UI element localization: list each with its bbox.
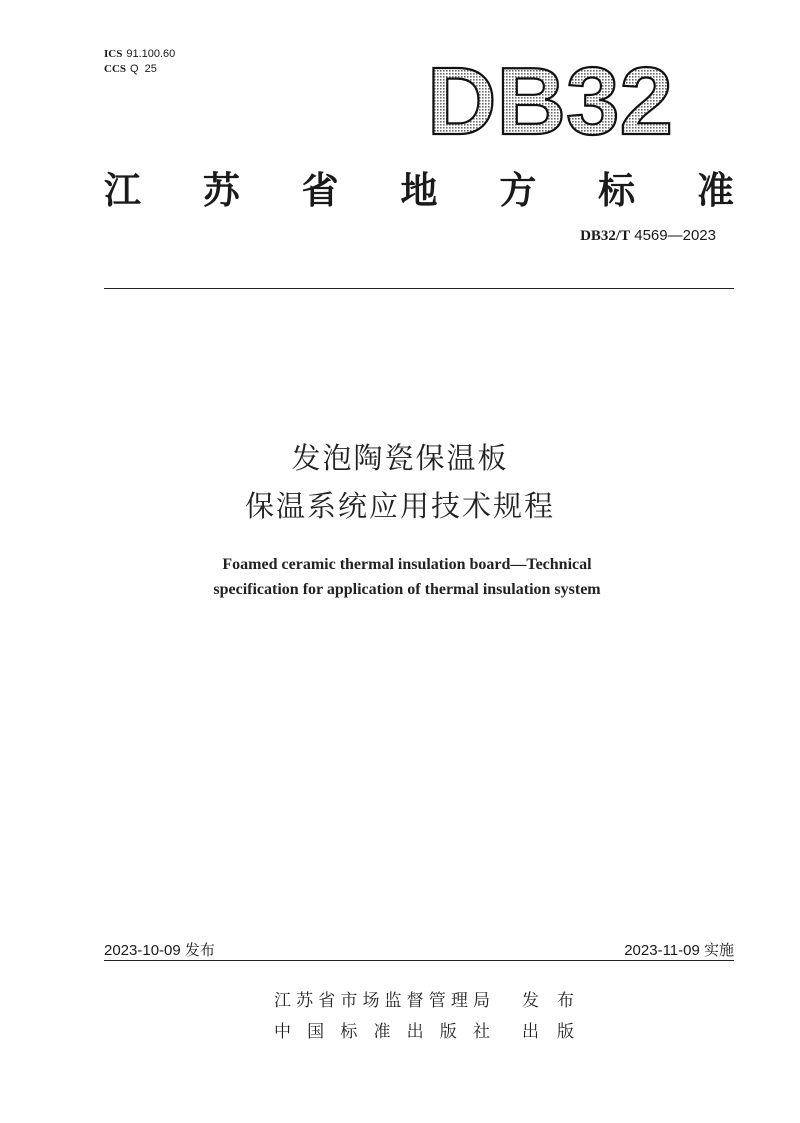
publisher-action [522,1017,574,1042]
ics-label: ICS [104,48,123,60]
title-en-line1: Foamed ceramic thermal insulation board—Technical [222,556,592,573]
title-zh-line2: 保温系统应用技术规程 [244,489,555,523]
publisher-org-char: 省 [318,991,336,1011]
publisher-org-char: 中 [274,1022,291,1042]
standard-type-char: 方 [499,168,537,212]
publisher-action [522,986,574,1011]
publisher-action-char: 布 [557,991,574,1011]
ccs-value: Q 25 [130,63,157,75]
publisher-org-char: 苏 [296,991,314,1011]
publisher-action-char: 出 [522,1022,539,1042]
db32-logo [425,52,675,142]
publisher-org [274,986,490,1011]
ccs-line [104,62,175,77]
implementation-date: 2023-11-09 实施 [624,942,734,959]
ics-line [104,47,175,62]
ccs-label: CCS [104,63,127,75]
publisher-org-char: 局 [472,991,490,1011]
standard-code-number: 4569—2023 [634,227,716,244]
standard-type-char: 苏 [202,168,240,212]
standard-type-char: 标 [598,168,636,212]
footer-divider [104,960,734,961]
classification-codes [104,47,175,77]
publisher-org-char: 督 [406,991,424,1011]
standard-type-char: 省 [301,168,339,212]
publisher-press [274,1017,574,1042]
title-en-line2: specification for application of thermal insulation system [213,581,601,598]
publisher-org-char: 出 [406,1022,424,1042]
publisher-action-char: 发 [522,991,539,1011]
logo-text: DB32 [427,52,673,142]
header-divider [104,288,734,289]
publisher-org-char: 场 [362,991,380,1011]
publisher-org-char: 市 [340,991,358,1011]
standard-type-char: 江 [104,168,141,212]
title-zh-line1: 发泡陶瓷保温板 [291,441,509,475]
publisher-org-char: 理 [450,991,468,1011]
standard-code-prefix: DB32/T [580,228,631,244]
ics-value: 91.100.60 [126,48,176,60]
publisher-org-char: 标 [340,1022,358,1042]
issue-date: 2023-10-09 发布 [104,942,215,959]
publisher-org-char: 社 [472,1022,490,1042]
publisher-org [274,1017,490,1042]
publisher-org-char: 江 [274,991,291,1011]
publisher-org-char: 准 [373,1022,391,1042]
publisher-org-char: 监 [384,991,402,1011]
publisher-org-char: 管 [428,991,446,1011]
standard-type-char: 地 [400,168,438,212]
standard-type-heading [104,160,734,214]
publisher-org-char: 版 [439,1022,457,1042]
publisher-org-char: 国 [307,1022,325,1042]
publisher-issuer [274,986,574,1011]
standard-type-char: 准 [696,168,734,212]
standard-code [580,227,716,245]
publisher-action-char: 版 [557,1022,574,1042]
